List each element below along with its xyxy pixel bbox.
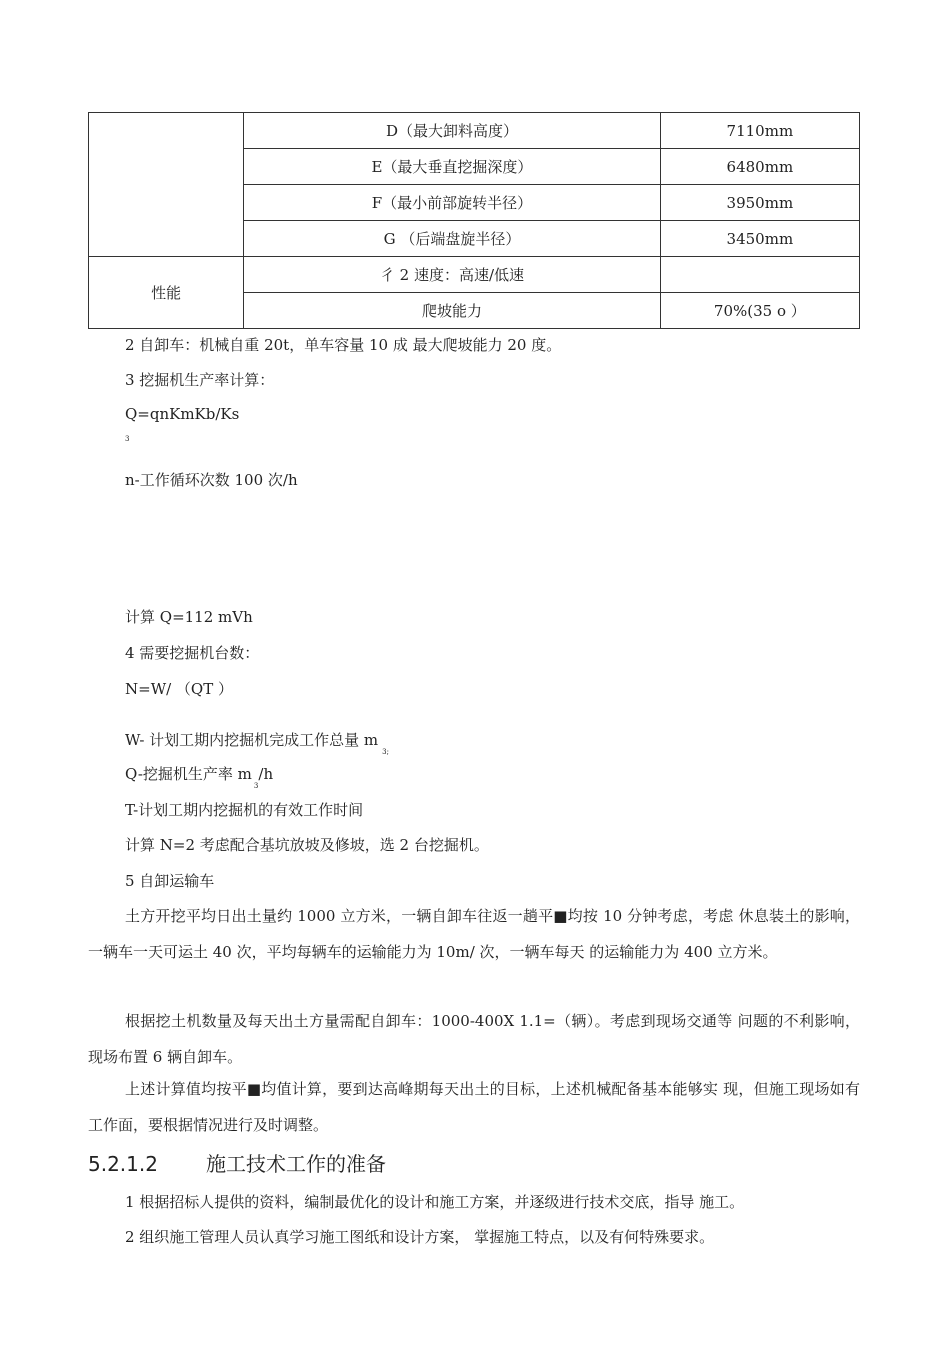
table-row <box>89 113 860 149</box>
section-heading <box>88 1148 386 1177</box>
section-item-1: 1 根据招标人提供的资料，编制最优化的设计和施工方案，并逐级进行技术交底，指导 施工。 <box>125 1193 745 1211</box>
calc-q-line: 计算 Q=112 mVh <box>125 608 253 626</box>
table-row <box>89 257 860 293</box>
value-cell: 3950mm <box>660 185 859 221</box>
param-cell: F（最小前部旋转半径） <box>244 185 661 221</box>
t-definition: T-计划工期内挖掘机的有效工作时间 <box>125 801 364 819</box>
value-cell: 7110mm <box>660 113 859 149</box>
excavator-spec-table <box>88 112 860 329</box>
q-definition <box>125 764 273 796</box>
paragraph-daily-output: 土方开挖平均日出土量约 1000 立方米，一辆自卸车往返一趟平■均按 10 分钟考虑，考虑 休息装土的影响，一辆车一天可运土 40 次，平均每辆车的运输能力为 10m/ 次，一辆车每天 的运输能力为 400 立方米。 <box>88 907 860 961</box>
param-cell: D（最大卸料高度） <box>244 113 661 149</box>
param-cell: E（最大垂直挖掘深度） <box>244 149 661 185</box>
section-number: 5.2.1.2 <box>88 1152 158 1176</box>
section-title: 施工技术工作的准备 <box>206 1152 386 1176</box>
paragraph-adjustment: 上述计算值均按平■均值计算，要到达高峰期每天出土的目标，上述机械配备基本能够实 现，但施工现场如有工作面，要根据情况进行及时调整。 <box>88 1080 860 1134</box>
paragraph-truck-count: 根据挖土机数量及每天出土方量需配自卸车：1000-400X 1.1=（辆）。考虑到现场交通等 问题的不利影响，现场布置 6 辆自卸车。 <box>88 1012 860 1066</box>
w-definition-text: W- 计划工期内挖掘机完成工作总量 m <box>125 731 379 749</box>
dump-transport-title: 5 自卸运输车 <box>125 872 215 890</box>
section-item-2: 2 组织施工管理人员认真学习施工图纸和设计方案， 掌握施工特点，以及有何特殊要求。 <box>125 1228 715 1246</box>
param-cell: 彳 2 速度：高速/低速 <box>244 257 661 293</box>
formula-n: N=W/ （QT ） <box>125 680 234 698</box>
w-definition <box>125 730 389 762</box>
stray-subscript: 3 <box>125 435 130 443</box>
w-definition-sub: 3; <box>382 748 389 756</box>
performance-category-cell: 性能 <box>89 257 244 329</box>
excavator-count-title: 4 需要挖掘机台数： <box>125 644 260 662</box>
n-definition: n-工作循环次数 100 次/h <box>125 471 298 489</box>
value-cell: 70%(35 o ） <box>660 293 859 329</box>
dump-truck-line: 2 自卸车：机械自重 20t，单车容量 10 成 最大爬坡能力 20 度。 <box>125 336 562 354</box>
param-cell: G （后端盘旋半径） <box>244 221 661 257</box>
param-cell: 爬坡能力 <box>244 293 661 329</box>
q-definition-text: Q-挖掘机生产率 m <box>125 765 252 783</box>
formula-q: Q=qnKmKb/Ks <box>125 405 240 423</box>
calc-n-line: 计算 N=2 考虑配合基坑放坡及修坡，选 2 台挖掘机。 <box>125 836 489 854</box>
q-definition-tail: /h <box>258 765 274 783</box>
value-cell: 3450mm <box>660 221 859 257</box>
q-definition-sub: 3 <box>253 782 259 790</box>
value-cell: 6480mm <box>660 149 859 185</box>
excavator-calc-title: 3 挖掘机生产率计算： <box>125 371 275 389</box>
empty-category-cell <box>89 113 244 257</box>
value-cell <box>660 257 859 293</box>
